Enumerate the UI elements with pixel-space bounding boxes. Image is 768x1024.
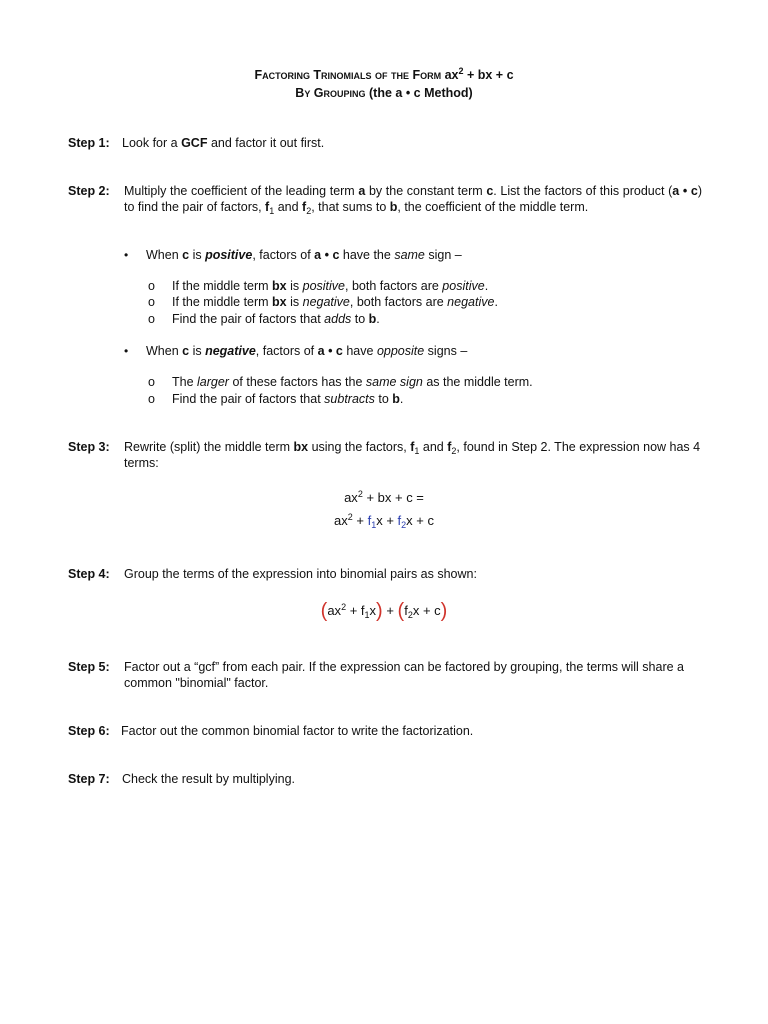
eq3-lparen2: ( [397, 600, 405, 622]
b2-t2: is [189, 344, 206, 358]
eq1-exp: 2 [357, 489, 363, 499]
s3-b1: b [368, 312, 377, 326]
eq2-exp: 2 [347, 512, 353, 522]
s1-b1: bx [272, 279, 287, 293]
step4-label: Step 4: [68, 567, 110, 581]
step1-t1: Look for a [122, 136, 182, 150]
b1-t1: When [146, 248, 183, 262]
step2-bullet1-sub3 [148, 312, 380, 328]
eq3-plus-f1: + f [346, 603, 365, 618]
s5-b1: b [392, 392, 400, 406]
s3-t2: to [351, 312, 369, 326]
step3-f2-sub: 2 [451, 446, 457, 456]
s5-t1: Find the pair of factors that [172, 392, 325, 406]
eq3-rparen1: ) [376, 600, 383, 622]
step1-label: Step 1: [68, 136, 110, 150]
b2-i1: opposite [376, 344, 425, 358]
eq2-f2: f [397, 513, 402, 528]
step2-b3: a • c [672, 184, 698, 198]
step2-t5: and [274, 199, 303, 214]
eq3-x2: x + c [412, 603, 441, 618]
step2-label: Step 2: [68, 184, 110, 198]
step2-bullet2-sub2 [148, 392, 403, 408]
b1-t3: , factors of [252, 248, 315, 262]
bullet-icon: • [124, 248, 129, 262]
eq3-exp: 2 [341, 602, 347, 612]
s2-t2: is [286, 295, 303, 309]
circle-bullet-icon: o [148, 312, 155, 326]
step2-t6: , that sums to [311, 199, 390, 214]
step2-t3: . List the factors of this product ( [493, 184, 673, 198]
eq2-rest: + c [412, 513, 434, 528]
step3-label: Step 3: [68, 440, 110, 454]
step3-b1: bx [293, 440, 309, 454]
title-exponent: 2 [458, 66, 464, 76]
b1-bi1: positive [205, 248, 253, 262]
step3-t3: and [419, 440, 448, 454]
s4-i1: larger [197, 375, 229, 389]
s1-t1: If the middle term [172, 279, 273, 293]
b2-t1: When [146, 344, 183, 358]
eq1-rest: + bx + c = [362, 490, 424, 505]
s4-i2: same sign [365, 375, 423, 389]
title-grouping: By Grouping [295, 86, 366, 100]
b2-t4: have [342, 344, 377, 358]
eq3-f2-sub: 2 [407, 610, 413, 620]
eq2-plus2: + [382, 513, 398, 528]
b2-bi1: negative [205, 344, 256, 358]
step2-text [124, 184, 702, 215]
s4-t2: of these factors has the [228, 375, 366, 389]
step2-f2: f [302, 199, 307, 214]
step5-text: Factor out a “gcf” from each pair. If the expression can be factored by grouping, the terms will share a common "binomial" factor. [124, 660, 684, 690]
s5-t2: to [374, 392, 393, 406]
eq2-f1: f [367, 513, 372, 528]
s2-t1: If the middle term [172, 295, 273, 309]
eq3-x1: x [369, 603, 377, 618]
step3-f1: f [410, 440, 415, 454]
b2-t5: signs – [424, 344, 468, 358]
eq2-f1-sub: 1 [371, 520, 377, 530]
title-formula-rest: + bx + c [463, 68, 514, 82]
eq3-lparen1: ( [320, 600, 328, 622]
step1-t2: and factor it out first. [207, 136, 325, 150]
eq2-ax: ax [333, 513, 348, 528]
b2-b1: c [182, 344, 190, 358]
s3-t3: . [376, 312, 380, 326]
s2-t4: . [494, 295, 498, 309]
b1-b2: a • c [314, 248, 340, 262]
step2-b1: a [358, 184, 366, 198]
eq1-ax: ax [344, 490, 358, 505]
step3-t1: Rewrite (split) the middle term [124, 440, 294, 454]
eq2-plus1: + [352, 513, 368, 528]
b1-i1: same [394, 248, 425, 262]
s5-t3: . [399, 392, 404, 406]
step2-f2-sub: 2 [306, 205, 312, 216]
b1-t5: sign – [424, 248, 462, 262]
b2-b2: a • c [317, 344, 343, 358]
title-formula: ax [444, 68, 459, 82]
step2-bullet1 [124, 248, 462, 264]
b1-t2: is [189, 248, 206, 262]
step2-bullet2-sub1 [148, 375, 533, 391]
s2-i2: negative [447, 295, 495, 309]
step4-equation [0, 600, 768, 622]
step2-bullet1-sub2 [148, 295, 498, 311]
step1-text [122, 136, 324, 152]
s1-i2: positive [442, 279, 485, 293]
step2-b4: b [389, 199, 398, 214]
step7-text: Check the result by multiplying. [122, 772, 295, 786]
eq2-f2-sub: 2 [401, 520, 407, 530]
s1-t3: , both factors are [345, 279, 443, 293]
step2-bullet2 [124, 344, 467, 360]
document-title-line2 [0, 86, 768, 102]
eq3-f1-sub: 1 [364, 610, 370, 620]
step6-text: Factor out the common binomial factor to write the factorization. [121, 724, 474, 738]
step3-equation2 [0, 513, 768, 529]
bullet-icon: • [124, 344, 129, 358]
step2-t1: Multiply the coefficient of the leading term [124, 184, 359, 198]
circle-bullet-icon: o [148, 295, 155, 309]
step2-t4: ) to find the pair of factors, [124, 184, 703, 214]
s1-t2: is [286, 279, 303, 293]
step2-t7: , the coefficient of the middle term. [397, 199, 589, 214]
step1-gcf: GCF [181, 136, 208, 150]
step5-label: Step 5: [68, 660, 110, 674]
step3-equation1 [0, 490, 768, 506]
eq3-rparen2: ) [440, 600, 448, 622]
eq2-x1: x [376, 513, 383, 528]
document-title-line1 [0, 68, 768, 84]
title-method: (the a • c Method) [365, 86, 473, 100]
step7-label: Step 7: [68, 772, 110, 786]
s2-b1: bx [272, 295, 287, 309]
step2-b2: c [486, 184, 494, 198]
s4-t3: as the middle term. [422, 375, 533, 389]
b1-b1: c [182, 248, 190, 262]
step2-f1-sub: 1 [269, 205, 275, 216]
s2-i1: negative [302, 295, 350, 309]
s4-t1: The [172, 375, 198, 389]
s5-i1: subtracts [324, 392, 375, 406]
step2-t2: by the constant term [365, 184, 487, 198]
s3-i1: adds [324, 312, 352, 326]
step2-f1: f [265, 199, 270, 214]
circle-bullet-icon: o [148, 375, 155, 389]
step3-t4: , found in Step 2. The expression now has 4 terms: [124, 440, 701, 470]
step3-f2: f [447, 440, 452, 454]
step3-f1-sub: 1 [414, 446, 420, 456]
s1-i1: positive [302, 279, 346, 293]
eq3-f2: f [404, 603, 408, 618]
step6-label: Step 6: [68, 724, 110, 738]
s1-t4: . [484, 279, 489, 293]
s2-t3: , both factors are [349, 295, 448, 309]
step4-text: Group the terms of the expression into binomial pairs as shown: [124, 567, 477, 581]
eq2-x2: x [406, 513, 413, 528]
circle-bullet-icon: o [148, 279, 155, 293]
step2-bullet1-sub1 [148, 279, 488, 295]
b2-t3: , factors of [255, 344, 318, 358]
eq3-ax: ax [327, 603, 342, 618]
eq3-plus: + [382, 603, 398, 618]
b1-t4: have the [339, 248, 395, 262]
circle-bullet-icon: o [148, 392, 155, 406]
title-prefix: Factoring Trinomials of the Form [254, 68, 445, 82]
step3-t2: using the factors, [308, 440, 411, 454]
s3-t1: Find the pair of factors that [172, 312, 325, 326]
step3-text [124, 440, 702, 471]
